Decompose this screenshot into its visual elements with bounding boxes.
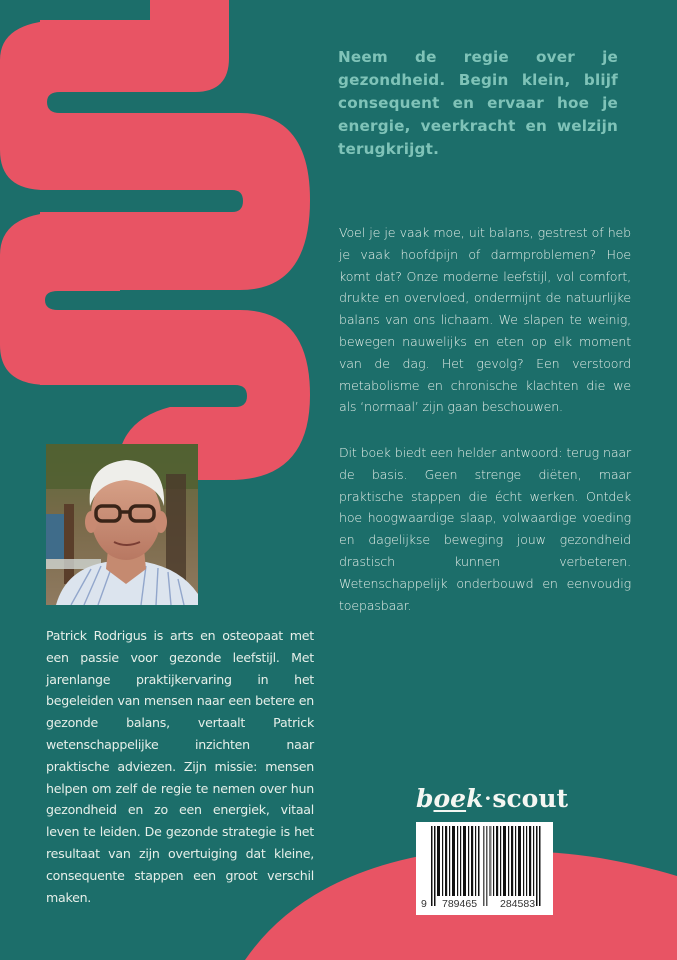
barcode-group-right: 284583 xyxy=(500,898,536,910)
logo-letters-oe: oe xyxy=(433,784,467,813)
logo-scout: scout xyxy=(492,784,569,813)
description-paragraph: Voel je je vaak moe, uit balans, gestrest of heb je vaak hoofdpijn of darmproblemen? Hoe komt dat? Onze moderne leefstijl, vol comfort, drukte en overvloed, ondermijnt de natuurlijke balans van ons lichaam. We slapen te weinig, bewegen nauwelijks en eten op elk moment van de dag. Het gevolg? Een verstoord metabolisme en chronische klachten die we als ‘normaal’ zijn gaan beschouwen. xyxy=(339,225,631,415)
logo-letter-k: k xyxy=(466,784,484,813)
description-paragraph: Dit boek biedt een helder antwoord: terug naar de basis. Geen strenge diëten, maar praktische stappen die écht werken. Ontdek hoe hoogwaardige slaap, volwaardige voeding en dagelijkse beweging jouw gezondheid drastisch kunnen verbeteren. Wetenschappelijk onderbouwd en eenvoudig toepasbaar. xyxy=(339,445,631,613)
barcode-group-left: 789465 xyxy=(442,898,478,910)
author-portrait-image xyxy=(46,444,198,605)
barcode-digits xyxy=(416,898,553,912)
barcode-digit-first: 9 xyxy=(421,898,427,910)
logo-letter-b: b xyxy=(416,784,434,813)
isbn-barcode xyxy=(416,822,553,915)
logo-dot: · xyxy=(484,786,492,810)
logo-boek xyxy=(416,784,483,813)
author-photo xyxy=(46,444,198,605)
publisher-logo xyxy=(416,783,569,813)
headline: Neem de regie over je gezondheid. Begin klein, blijf consequent en ervaar hoe je energie, veerkracht en welzijn terugkrijgt. xyxy=(338,48,618,158)
author-bio: Patrick Rodrigus is arts en osteopaat met een passie voor gezonde leefstijl. Met jarenlange praktijkervaring in het begeleiden van mensen naar een betere en gezonde balans, vertaalt Patrick wetenschappelijke inzichten naar praktische adviezen. Zijn missie: mensen helpen om zelf de regie te nemen over hun gezondheid en zo een energiek, vitaal leven te leiden. De gezonde strategie is het resultaat van zijn overtuiging dat kleine, consequente stappen een groot verschil maken. xyxy=(46,628,314,905)
